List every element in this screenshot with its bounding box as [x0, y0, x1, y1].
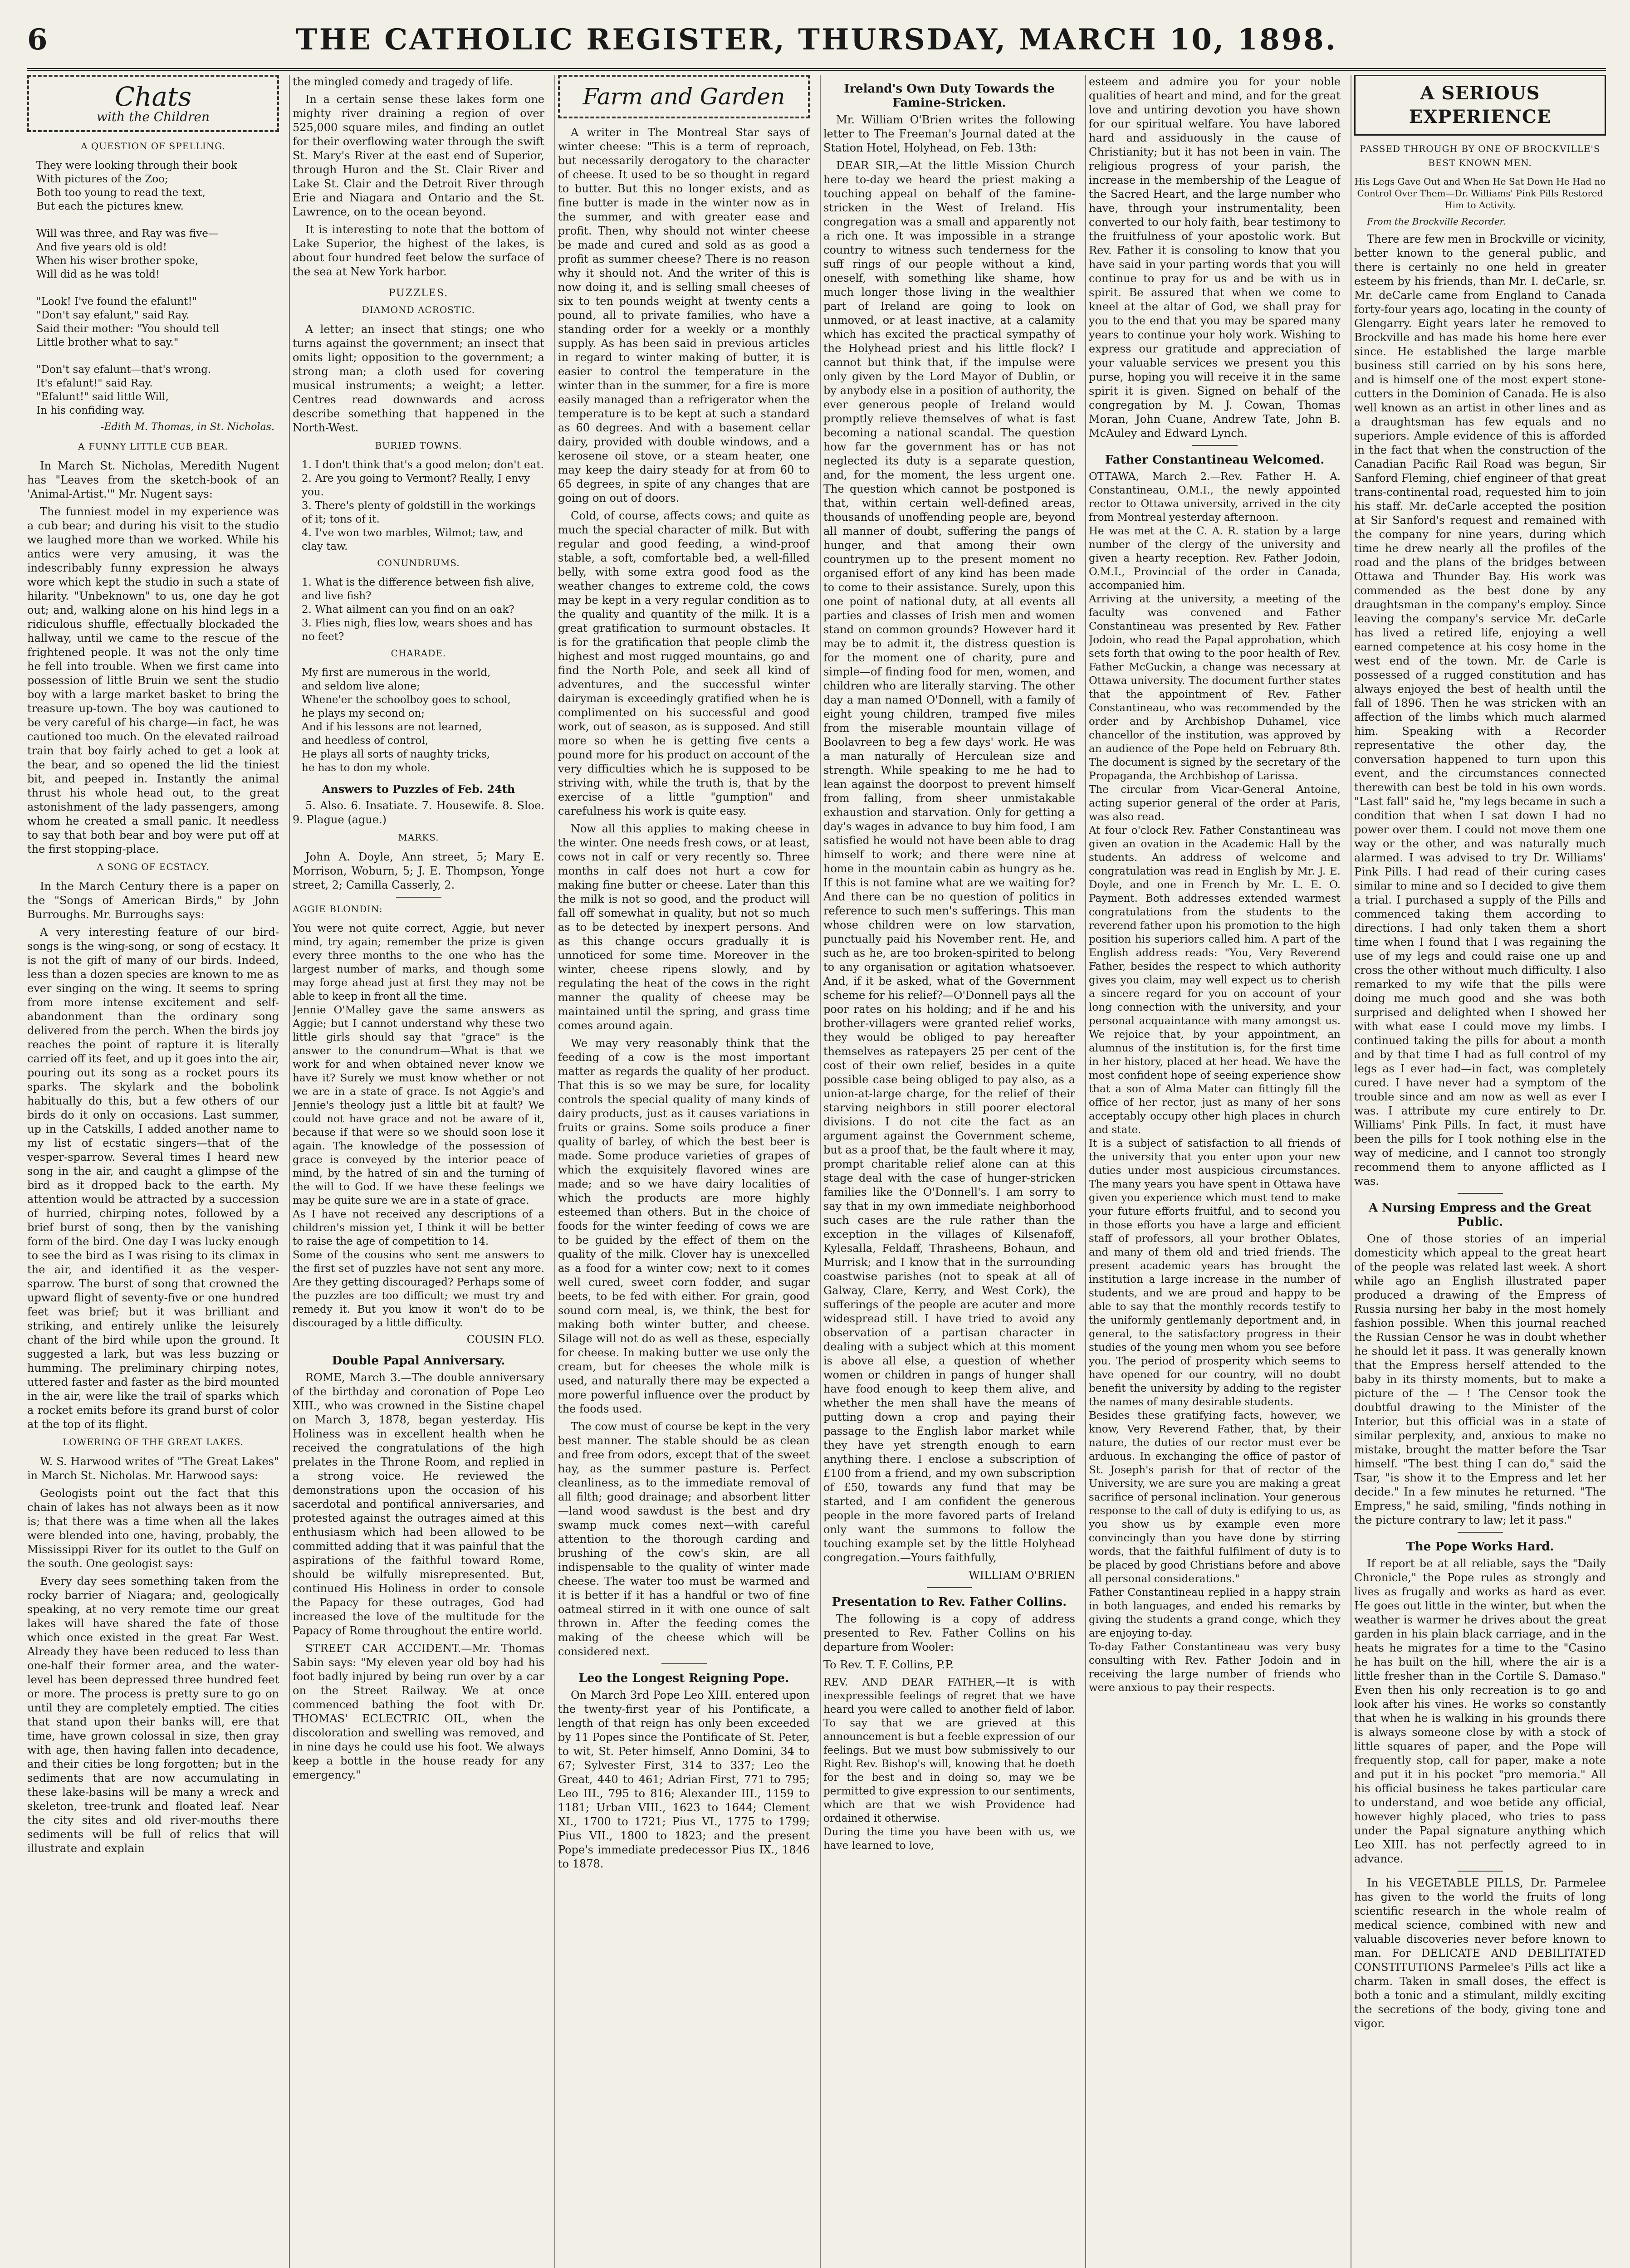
puzzle-list: 1. I don't think that's a good melon; don't eat. 2. Are you going to Vermont? Really, I envy you. 3. There's plenty of goldstill in the workings of it; tons of it. 4. I've won two marbles, Wilmot; taw, and clay taw. — [302, 459, 544, 552]
paragraph: To Rev. T. F. Collins, P.P. — [823, 1658, 954, 1671]
column-3 — [558, 75, 810, 2268]
paragraph: Every day sees something taken from the rocky barrier of Niagara; and, geologically speaking, at no very remote time our great lakes will have shared the fate of those which once existed in the great Far West. Already they have been reduced to less than one-half their former area, and the water-level has been depressed three hundred feet or more. The process is pretty sure to go on until they are completely emptied. The cities that stand upon their banks will, ere that time, have grown colossal in size, then gray with age, then having fallen into decadence, and their cities be long forgotten; but in the sediments that are now accumulating in these lake-basins will be many a wreck and skeleton, tree-trunk and floated leaf. Near the city sites and old river-mouths there sediments will be full of relics that will illustrate and explain — [27, 1575, 279, 1855]
columns — [27, 75, 1606, 2268]
paragraph: Cold, of course, affects cows; and quite as much the special character of milk. But with regular and good feeding, a wind-proof stable, a soft, comfortable bed, a well-filled belly, with some extra good food as the weather changes to extreme cold, the cows may be kept in a very regular condition as to the quality and quantity of the milk. It is a great gratification to surmount obstacles. It is for the gratification that people climb the highest and most rugged mountains, go and find the North Pole, and seek all kind of adventures, and the successful winter dairyman is exceedingly gratified when he is complimented on his successful and good work, out of season, as is supposed. And still more so when he is getting five cents a pound more for his product on account of the very difficulties which he is supposed to be striving with, while the truth is, that by the exercise of a little "gumption" and carefulness his work is quite easy. — [558, 509, 810, 817]
column-divider — [1085, 75, 1086, 2268]
paragraph: If report be at all reliable, says the "Daily Chronicle," the Pope rules as strongly and lives as frugally and works as hard as ever. He goes out little in the winter, but when the weather is warmer he drives about the great garden in his plain black carriage, and in the heats he migrates for a time to the "Casino he has built on the hill, where the air is a little fresher than in the Cortile S. Damaso." Even then his only recreation is to go and look after his vines. He works so constantly that when he is walking in his grounds there is always someone close by with a stock of little squares of paper, and the Pope will frequently stop, call for paper, make a note and put it in his pocket "pro memoria." All his official business he takes particular care to understand, and woe betide any official, however highly placed, who tries to pass under the Papal signature anything which Leo XIII. has not perfectly agreed to in advance. — [1354, 1557, 1606, 1865]
ad-heading: A SERIOUS EXPERIENCE — [1354, 75, 1606, 136]
paragraph: Mr. William O'Brien writes the following letter to The Freeman's Journal dated at the Station Hotel, Holyhead, on Feb. 13th: — [823, 113, 1075, 154]
chats-heading — [27, 75, 279, 132]
paragraph: A writer in The Montreal Star says of winter cheese: "This is a term of reproach, but necessarily derogatory to the character of cheese. It used to be so thought in regard to butter. But this no longer exists, and as fine butter is made in the winter now as in the summer, and with greater ease and profit. Then, why should not winter cheese be made and cured and sold as as good a profit as summer cheese? There is no reason why it should not. And the writer of this is now doing it, and is selling small cheeses of six to ten pounds weight at twenty cents a pound, all to private families, who have a standing order for a weekly or a monthly supply. As has been said in previous articles in regard to winter making of butter, it is easier to control the temperature in the winter than in the summer, for a fire is more easily managed than a refrigerator when the temperature is to be kept at such a standard as 60 degrees. And with a basement cellar dairy, provided with double windows, and a kerosene oil stove, or a steam heater, one may keep the dairy steady for at from 60 to 65 degrees, in spite of any changes that are going on out of doors. — [558, 126, 810, 504]
section-title: PUZZLES. — [388, 288, 449, 299]
paragraph: Geologists point out the fact that this chain of lakes has not always been as it now is; that there was a time when all the lakes were blended into one, having, probably, the Mississippi River for its outlet to the Gulf on the south. One geologist says: — [27, 1487, 279, 1570]
farm-garden-heading: Farm and Garden — [558, 75, 810, 118]
column-2 — [293, 75, 544, 2268]
paragraph: A letter; an insect that stings; one who turns against the government; an insect that omits light; opposition to the government; a strong man; a cloth used for covering musical instruments; a weight; a letter. Centres read downwards and across describe something that happened in the North-West. — [293, 323, 544, 434]
paragraph: The cow must of course be kept in the very best manner. The stable should be as clean and free from odors, except that of the sweet hay, as the summer pasture is. Perfect cleanliness, as to the immediate removal of all filth; good drainage; and absorbent litter—land wood sawdust is the best and dry swamp muck comes next—with careful attention to the thorough carding and brushing of the cow's skin, are all indispensable to the quality of winter made cheese. The water too must be warmed and it is better if it has a handful or two of fine oatmeal stirred in it with one ounce of salt thrown in. After the feeding comes the making of the cheese which will be considered next. — [558, 1420, 810, 1658]
divider — [1458, 1532, 1503, 1533]
paragraph: We may very reasonably think that the feeding of a cow is the most important matter as regards the quality of her product. That this is so we may be sure, for locality controls the special quality of many kinds of dairy products, just as it causes variations in fruits or grains. Some soils produce a finer quality of barley, of which the best beer is made. Some produce varieties of grapes of which the exquisitely flavored wines are made; and so we have dairy localities of which the products are more highly esteemed than others. But in the choice of foods for the winter feeding of cows we are to be guided by the effect of them on the quality of the milk. Clover hay is unexcelled as a food for a winter cow; next to it comes well cured, sweet corn fodder, and sugar beets, to be fed with either. For grain, good sound corn meal, is, we think, the best for making both winter butter, and cheese. Silage will not do as well as these, especially for cheese. In making butter we use only the cream, but for cheeses the whole milk is used, and naturally there may be expected a more powerful influence over the product by the foods used. — [558, 1037, 810, 1415]
column-1 — [27, 75, 279, 2268]
column-6 — [1354, 75, 1606, 2268]
puzzle-list: 1. What is the difference between fish alive, and live fish? 2. What ailment can you find on an oak? 3. Flies nigh, flies low, wears shoes and has no feet? — [302, 577, 534, 643]
marks-title: MARKS. — [398, 832, 439, 843]
divider — [396, 897, 441, 898]
puzzle-title: DIAMOND ACROSTIC. — [362, 304, 475, 315]
signature: COUSIN FLO. — [466, 1333, 544, 1346]
puzzle-title: CHARADE. — [391, 648, 446, 659]
paragraph: the mingled comedy and tragedy of life. — [293, 75, 513, 88]
article-title: A Nursing Empress and the Great Public. — [1368, 1201, 1592, 1229]
paragraph: OTTAWA, March 2.—Rev. Father H. A. Constantineau, O.M.I., the newly appointed rector to Ottawa university, arrived in the city from Montreal yesterday afternoon. He was met at the C. A. R. station by a large number of the clergy of the university and given a hearty reception. Rev. Father Jodoin, O.M.I., Provincial of the order in Canada, accompanied him. Arriving at the university, a meeting of the faculty was convened and Father Constantineau was presented by Rev. Father Jodoin, who read the Papal approbation, which sets forth that owing to the poor health of Rev. Father McGuckin, a change was necessary at Ottawa university. The document further states that the appointment of Rev. Father Constantineau, who was recommended by the order and by Archbishop Duhamel, vice chancellor of the institution, was approved by an audience of the Pope held on February 8th. The document is signed by the secretary of the Propaganda, the Archbishop of Larissa. The circular from Vicar-General Antoine, acting superior general of the order at Paris, was also read. At four o'clock Rev. Father Constantineau was given an ovation in the Academic Hall by the students. An address of welcome and congratulation was read in English by Mr. J. E. Doyle, and one in French by Mr. L. E. O. Payment. Both addresses extended warmest congratulations from the students to the reverend father upon his promotion to the high position his superiors called him. A part of the English address reads: "You, Very Reverend Father, besides the respect to which authority gives you claim, may well expect us to cherish a sincere regard for you on account of your long connection with the university, and your personal acquaintance with many amongst us. We rejoice that, by your appointment, an alumnus of the institution is, for the first time in her history, placed at her head. We have the most confident hope of seeing experience show that a son of Alma Mater can fittingly fill the office of her rector, just as many of her sons acceptably occupy other high places in church and state. It is a subject of satisfaction to all friends of the university that you enter upon your new duties under most auspicious circumstances. The many years you have spent in Ottawa have given you experience which must tend to make your future efforts fruitful, and to second you in those efforts you have a large and efficient staff of professors, all your brother Oblates, and many of them old and tried friends. The present academic years has brought the institution a large increase in the number of students, and we are proud and happy to be able to say that the monthly records testify to the uniformly gentlemanly deportment and, in general, to the satisfactory progress in their studies of the young men whom you see before you. The period of prosperity which seems to have opened for our country, will no doubt benefit the university by adding to the register the names of many desirable students. Besides these gratifying facts, however, we know, Very Reverend Father, that, by their nature, the duties of our rector must ever be arduous. In exchanging the office of pastor of St. Joseph's parish for that of rector of the University, we are sure you are making a great sacrifice of personal inclination. Your generous response to the call of duty is edifying to us, as you show us by example even more convincingly than you have done by stirring words, that the faithful fulfilment of duty is to be placed by good Christians before and above all personal considerations." Father Constantineau replied in a happy strain in both languages, and ended his remarks by giving the students a grand conge, which they are enjoying to-day. To-day Father Constantineau was very busy consulting with Rev. Father Jodoin and in receiving the large number of friends who were anxious to pay their respects. — [1089, 471, 1341, 1694]
column-5 — [1089, 75, 1341, 2268]
paragraph: In March St. Nicholas, Meredith Nugent has "Leaves from the sketch-book of an 'Animal-Artist.'" Mr. Nugent says: — [27, 459, 279, 500]
article-title: A FUNNY LITTLE CUB BEAR. — [78, 441, 228, 452]
poem: They were looking through their book With pictures of the Zoo; Both too young to read the text, But each the pictures knew. Will was three, and Ray was five— And five years old is old! When his wiser brother spoke, Will did as he was told! "Look! I've found the efalunt!" "Don't say efalunt," said Ray. Said their mother: "You should tell Little brother what to say." "Don't say efalunt—that's wrong. It's efalunt!" said Ray. "Efalunt!" said little Will, In his confiding way. — [36, 160, 237, 416]
divider — [1458, 1193, 1503, 1194]
article-title: The Pope Works Hard. — [1406, 1540, 1554, 1554]
paragraph: The funniest model in my experience was a cub bear; and during his visit to the studio we laughed more than we worked. While his antics were very amusing, it was the indescribably funny expression he always wore which kept the studio in such a state of hilarity. "Unbeknown" to us, one day he got out; and, walking alone on his hind legs in a ridiculous shuffle, effectually blockaded the hallway, until we came to the rescue of the frightened people. It was not the only time he fell into trouble. When we first came into possession of little Bruin we sent the studio boy with a large market basket to bring the treasure up-town. The boy was cautioned to be very careful of his charge—in fact, he was cautioned too much. On the elevated railroad train that boy fairly ached to get a look at the bear, and so opened the lid the tiniest bit, and peeped in. Instantly the animal thrust his whole head out, to the great astonishment of the lady passengers, among whom he created a small panic. It needless to say that both bear and boy were put off at the first stopping-place. — [27, 505, 279, 855]
paragraph: esteem and admire you for your noble qualities of heart and mind, and for the great love and untiring devotion you have shown for our spiritual welfare. You have labored hard and assiduously in the cause of Christianity; but it has not been in vain. The religious progress of your parish, the increase in the membership of the League of the Sacred Heart, and the large number who have, through your instrumentality, been converted to our holy faith, bear testimony to the fruitfulness of your apostolic work. But Rev. Father it is consoling to know that you have said in your parting words that you will continue to pray for us and be with us in spirit. Be assured that when we come to kneel at the altar of God, we shall pray for you to the end that you may be spared many years to continue your holy work. Wishing to express our gratitude and appreciation of your valuable services we present you this purse, hoping you will receive it in the same spirit it is given. Signed on behalf of the congregation by M. J. Cowan, Thomas Moran, John Cuane, Andrew Tate, John B. McAuley and Edward Lynch. — [1089, 75, 1341, 440]
puzzle-title: CONUNDRUMS. — [377, 557, 460, 568]
paragraph: REV. AND DEAR FATHER,—It is with inexpressible feelings of regret that we have heard you were called to another field of labor. To say that we are grieved at this announcement is but a feeble expression of our feelings. But we must bow submissively to our Right Rev. Bishop's will, knowing that he doeth for the best and in doing so, may we be permitted to give expression to our sentiments, which are that we wish Providence had ordained it otherwise. During the time you have been with us, we have learned to love, — [823, 1677, 1075, 1852]
article-title: Ireland's Own Duty Towards the Famine-Stricken. — [844, 82, 1055, 110]
answers-title: Answers to Puzzles of Feb. 24th — [322, 782, 515, 796]
ad-deck: His Legs Gave Out and When He Sat Down He Had no Control Over Them—Dr. Williams' Pink Pills Restored Him to Activity. — [1354, 176, 1606, 210]
paragraph: 5. Also. 6. Insatiate. 7. Housewife. 8. Sloe. 9. Plague (ague.) — [293, 799, 544, 826]
column-4 — [823, 75, 1075, 2268]
paragraph: One of those stories of an imperial domesticity which appeal to the great heart of the people was related last week. A short while ago an English illustrated paper produced a drawing of the Empress of Russia nursing her baby in the most homely fashion possible. When this journal reached the Russian Censor he was in doubt whether he should let it pass. It was generally known that the Empress herself attended to the baby in its thirsty moments, but to make a picture of the — ! The Censor took the doubtful drawing to the Minister of the Interior, but this official was in a state of similar perplexity, and, anxious to make no mistake, brought the matter before the Tsar himself. "The best thing I can do," said the Tsar, "is show it to the Empress and let her decide." In a few minutes he returned. "The Empress," he said, smiling, "finds nothing in the picture contrary to law; let it pass." — [1354, 1232, 1606, 1526]
divider — [1458, 1871, 1503, 1872]
paragraph: In a certain sense these lakes form one mighty river draining a region of over 525,000 square miles, and finding an outlet for their overflowing water through the swift St. Mary's River at the east end of Superior, through Huron and the St. Clair River and Lake St. Clair and the Detroit River through Erie and Niagara and Ontario and the St. Lawrence, on to the ocean beyond. — [293, 93, 544, 218]
article-title: Father Constantineau Welcomed. — [1105, 453, 1325, 467]
article-title: Presentation to Rev. Father Collins. — [832, 1595, 1067, 1609]
article-title: A SONG OF ECSTACY. — [97, 861, 210, 872]
column-divider — [554, 75, 555, 2268]
paragraph: John A. Doyle, Ann street, 5; Mary E. Morrison, Woburn, 5; J. E. Thompson, Yonge street, 2; Camilla Casserly, 2. — [293, 850, 544, 891]
page-number: 6 — [27, 23, 48, 57]
column-divider — [820, 75, 821, 2268]
chats-heading-small: with the Children — [96, 109, 210, 124]
poem-attribution: -Edith M. Thomas, in St. Nicholas. — [100, 421, 274, 433]
paragraph: There are few men in Brockville or vicinity, better known to the general public, and there is certainly no one held in greater esteem by his friends, than Mr. I. deCarle, sr. Mr. deCarle came from England to Canada forty-four years ago, locating in the county of Glengarry. Eight years later he removed to Brockville and has made his home here ever since. He established the large marble business still carried on by his sons here, and is himself one of the most expert stone-cutters in the Dominion of Canada. He is also well known as an artist in other lines and as a draughtsman has few equals and no superiors. Ample evidence of this is afforded in the fact that when the construction of the Canadian Pacific Rail Road was begun, Sir Sanford Fleming, chief engineer of that great trans-continental road, requested him to join his staff. Mr. deCarle accepted the position at Sir Sanford's request and remained with the company for nine years, during which time he drew nearly all the profiles of the road and the plans of the bridges between Ottawa and Thunder Bay. His work was commended as the best done by any draughtsman in the company's employ. Since leaving the company's service Mr. deCarle has lived a retired life, enjoying a well earned competence at his cosy home in the west end of the town. Mr. de Carle is possessed of a rugged constitution and has always enjoyed the best of health until the fall of 1896. Then he was stricken with an affection of the limbs which much alarmed him. Speaking with a Recorder representative the other day, the conversation happened to turn upon this event, and the circumstances connected therewith can best be told in his own words. "Last fall" said he, "my legs became in such a condition that when I sat down I had no power over them. I could not move them one way or the other, and was naturally much alarmed. I was advised to try Dr. Williams' Pink Pills. I had read of their curing cases similar to mine and so I decided to give them a trial. I purchased a supply of the Pills and commenced taking them according to directions. I had only taken them a short time when I found that I was regaining the use of my legs and could raise one up and cross the other without much difficulty. I also remarked to my wife that the pills were doing me much good and she was both surprised and delighted when I showed her with what ease I could move my limbs. I continued taking the pills for about a month and by that time I had as full control of my legs as I ever had—in fact, was completely cured. I have never had a symptom of the trouble since and am now as well as ever I was. I attribute my cure entirely to Dr. Williams' Pink Pills. In fact, it must have been the pills for I took nothing else in the way of medicine, and I cannot too strongly recommend them to anyone afflicted as I was. — [1354, 233, 1606, 1188]
paragraph: You were not quite correct, Aggie, but never mind, try again; remember the prize is given every three months to the one who has the largest number of marks, and though some may forge ahead just at first they may not be able to keep in front all the time. Jennie O'Malley gave the same answers as Aggie; but I cannot understand why these two little girls should say that "grace" is the answer to the conundrum—What is that we work for and when obtained never know we have it? Surely we must know whether or not we are in a state of grace. Is not Aggie's and Jennie's theology just a little bit at fault? We could not have grace and not be aware of it, because if that were so we should soon lose it again. The knowledge of the possession of grace is conveyed by the interior peace of mind, by the hatred of sin and the turning of the will to God. If we have these feelings we may be quite sure we are in a state of grace. As I have not received any descriptions of a children's mission yet, I think it will be better to raise the age of competition to 14. Some of the cousins who sent me answers to the first set of puzzles have not sent any more. Are they getting discouraged? Perhaps some of the puzzles are too difficult; we must try and remedy it. But you know it won't do to be discouraged by a little difficulty. — [293, 923, 544, 1329]
masthead-rule — [27, 68, 1606, 71]
chats-heading-main: Chats — [114, 81, 192, 112]
paragraph: The following is a copy of address presented to Rev. Father Collins on his departure from Wooler: — [823, 1613, 1075, 1653]
paragraph: On March 3rd Pope Leo XIII. entered upon the twenty-first year of his Pontificate, a length of that reign has only been exceeded by 11 Popes since the Pontificate of St. Peter, to wit, St. Peter himself, Anno Domini, 34 to 67; Sylvester First, 314 to 337; Leo the Great, 440 to 461; Adrian First, 771 to 795; Leo III., 795 to 816; Alexander III., 1159 to 1181; Urban VIII., 1623 to 1644; Clement XI., 1700 to 1721; Pius VI., 1775 to 1799; Pius VII., 1800 to 1823; and the present Pope's immediate predecessor Pius IX., 1846 to 1878. — [558, 1689, 810, 1870]
letter-salutation: AGGIE BLONDIN: — [293, 904, 383, 914]
masthead — [27, 18, 1606, 68]
paragraph: Now all this applies to making cheese in the winter. One needs fresh cows, or at least, cows not in calf or very recently so. Three months in calf does not hurt a cow for making fine butter or cheese. Later than this the milk is not so good, and the product will fall off somewhat in quality, but not so much as to be detected by inexpert persons. And as this change occurs gradually it is unnoticed for some time. Moreover in the winter, cheese ripens slowly, and by regulating the heat of the cows in the right manner the quality of cheese may be maintained until the spring, and grass time comes around again. — [558, 822, 810, 1032]
puzzle-title: BURIED TOWNS. — [375, 440, 462, 451]
divider — [927, 1587, 972, 1588]
paragraph: It is interesting to note that the bottom of Lake Superior, the highest of the lakes, is about four hundred feet below the surface of the sea at New York harbor. — [293, 223, 544, 278]
paragraph: ROME, March 3.—The double anniversary of the birthday and coronation of Pope Leo XIII., who was crowned in the Sistine chapel on March 3, 1878, began yesterday. His Holiness was in excellent health when he received the congratulations of the high prelates in the Throne Room, and replied in a strong voice. He reviewed the demonstrations upon the occasion of his sacerdotal and pontifical anniversaries, and protested against the outrages aimed at this enthusiasm which had been allowed to be committed adding that it was painful that the aspirations of the faithful toward Rome, should be wilfully misrepresented. But, continued His Holiness in order to console the Papacy for these outrages, God had increased the love of the multitude for the Papacy of Rome throughout the entire world. — [293, 1371, 544, 1637]
article-title: Leo the Longest Reigning Pope. — [578, 1672, 789, 1685]
paragraph: A very interesting feature of our bird-songs is the wing-song, or song of ecstacy. It is not the gift of many of our birds. Indeed, less than a dozen species are known to me as ever singing on the wing. It seems to spring from more intense excitement and self-abandonment than the ordinary song delivered from the perch. When the birds joy reaches the point of rapture it is literally carried off its feet, and up it goes into the air, pouring out its song as a rocket pours its sparks. The skylark and the bobolink habitually do this, but a few others of our birds do it only on occasions. Last summer, up in the Catskills, I added another name to my list of ecstatic singers—that of the vesper-sparrow. Several times I heard new song in the air, and caught a glimpse of the bird as it dropped back to the earth. My attention would be attracted by a succession of hurried, chirping notes, followed by a brief burst of song, then by the vanishing form of the bird. One day I was lucky enough to see the bird as I was rising to its climax in the air, and identified it as the vesper-sparrow. The burst of song that crowned the upward flight of seventy-five or one hundred feet was brief; but it was brilliant and striking, and entirely unlike the leisurely chant of the bird while upon the ground. It suggested a lark, but was less buzzing or humming. The preliminary chirping notes, uttered faster and faster as the bird mounted in the air, were like the trail of sparks which a rocket emits before its grand burst of color at the top of its flight. — [27, 926, 279, 1431]
paragraph: In the March Century there is a paper on the "Songs of American Birds," by John Burroughs. Mr. Burroughs says: — [27, 880, 279, 921]
column-divider — [289, 75, 290, 2268]
article-title: Double Papal Anniversary. — [332, 1354, 505, 1368]
advertisement: In his VEGETABLE PILLS, Dr. Parmelee has given to the world the fruits of long scientific research in the whole realm of medical science, combined with new and valuable discoveries never before known to man. For DELICATE AND DEBILITATED CONSTITUTIONS Parmelee's Pills act like a charm. Taken in small doses, the effect is both a tonic and a stimulant, mildly exciting the secretions of the body, giving tone and vigor. — [1354, 1877, 1606, 2030]
paragraph: W. S. Harwood writes of "The Great Lakes" in March St. Nicholas. Mr. Harwood says: — [27, 1455, 279, 1482]
ad-source: From the Brockville Recorder. — [1367, 216, 1506, 227]
divider — [661, 1663, 707, 1664]
article-title: LOWERING OF THE GREAT LAKES. — [62, 1437, 244, 1447]
signature: WILLIAM O'BRIEN — [968, 1569, 1075, 1582]
paragraph: STREET CAR ACCIDENT.—Mr. Thomas Sabin says: "My eleven year old boy had his foot badly injured by being run over by a car on the Street Railway. We at once commenced bathing the foot with Dr. THOMAS' ECLECTRIC OIL, when the discoloration and swelling was removed, and in nine days he could use his foot. We always keep a bottle in the house ready for any emergency." — [293, 1642, 544, 1781]
charade-verse: My first are numerous in the world, and seldom live alone; Whene'er the schoolboy goes to school, he plays my second on; And if his lessons are not learned, and heedless of control, He plays all sorts of naughty tricks, he has to don my whole. — [302, 667, 511, 774]
divider — [1192, 445, 1238, 446]
ad-subhead: PASSED THROUGH BY ONE OF BROCKVILLE'S BEST KNOWN MEN. — [1360, 143, 1601, 168]
paragraph: DEAR SIR,—At the little Mission Church here to-day we heard the priest making a touching appeal on behalf of the famine-stricken in the West of Ireland. His congregation was a small and apparently not a rich one. It was impossible in a strange country to witness such tenderness for the suff rings of our people without a kind, oneself, with something like shame, how much longer those living in the wealthier part of Ireland are going to look on unmoved, or at least inactive, at a calamity which has excited the practical sympathy of the Holyhead priest and his little flock? I cannot but think that, if the impulse were only given by the Lord Mayor of Dublin, or by anybody else in a position of authority, the ever generous people of Ireland would promptly relieve themselves of what is fast becoming a national scandal. The question how far the government has or has not neglected its duty is a separate question, and, for the moment, the less urgent one. The question which cannot be postponed is that, within certain well-defined areas, thousands of unoffending people are, beyond all manner of doubt, suffering the pangs of hunger, and that among their own countrymen up to the present moment no organised effort of any kind has been made to come to their assistance. Surely, upon this one point of national duty, at all events all parties and classes of Irish men and women stand on common grounds? However hard it may be to admit it, the distress question is for the moment one of charity, pure and simple—of finding food for men, women, and children who are literally starving. The other day a man named O'Donnell, with a family of eight young children, tramped five miles from the miserable mountain village of Boolavreen to beg a few days' work. He was a man naturally of Herculean size and strength. While speaking to me he had to lean against the doorpost to prevent himself from falling, from sheer unmistakable exhaustion and starvation. Only for getting a day's wages in advance to buy him food, I am satisfied he would not have been able to drag himself to work; and there were nine at home in the mountain cabin as hungry as he. If this is not famine what are we waiting for? And there can be no question of politics in reference to such men's sufferings. This man whose children were on low starvation, punctually paid his November rent. He, and such as he, are too broken-spirited to belong to any organisation or agitation whatsoever. And, if it be asked, what of the Government scheme for his relief?—O'Donnell pays all the poor rates on his holding; and if he and his brother-villagers were granted relief works, they would be obliged to pay hereafter themselves as ratepayers 25 per cent of the cost of their own relief, besides in a quite possible case being obliged to pay also, as a union-at-large charge, for the relief of their starving neighbors in still poorer electoral divisions. I do not cite the fact as an argument against the Government scheme, but as a proof that, be the fault where it may, prompt charitable relief alone can at this stage deal with the case of hunger-stricken families like the O'Donnell's. I am sorry to say that in my own immediate neighborhood such cases are the rule rather than the exception in the villages of Kilsenafoff, Kylesalla, Feldaff, Thrasheens, Bohaun, and Murrisk; and I know that in the surrounding coastwise parishes (not to speak at all of Galway, Clare, Kerry, and West Cork), the sufferings of the people are acuter and more widespread still. I have tried to avoid any observation of a partisan character in dealing with a subject which at this moment is above all else, a question of whether women or children in pangs of hunger shall have food enough to keep them alive, and whether the men shall have the means of putting down a crop and paying their passage to the English labor market while they have yet strength enough to earn anything there. I enclose a subscription of £100 from a friend, and my own subscription of £50, towards any fund that may be started, and I am confident the generous people in the more favored parts of Ireland only want the summons to follow the touching example set by the little Holyhead congregation.—Yours faithfully, — [823, 159, 1075, 1564]
article-title: A QUESTION OF SPELLING. — [81, 141, 225, 152]
newspaper-title: THE CATHOLIC REGISTER, THURSDAY, MARCH 10, 1898. — [296, 23, 1337, 57]
